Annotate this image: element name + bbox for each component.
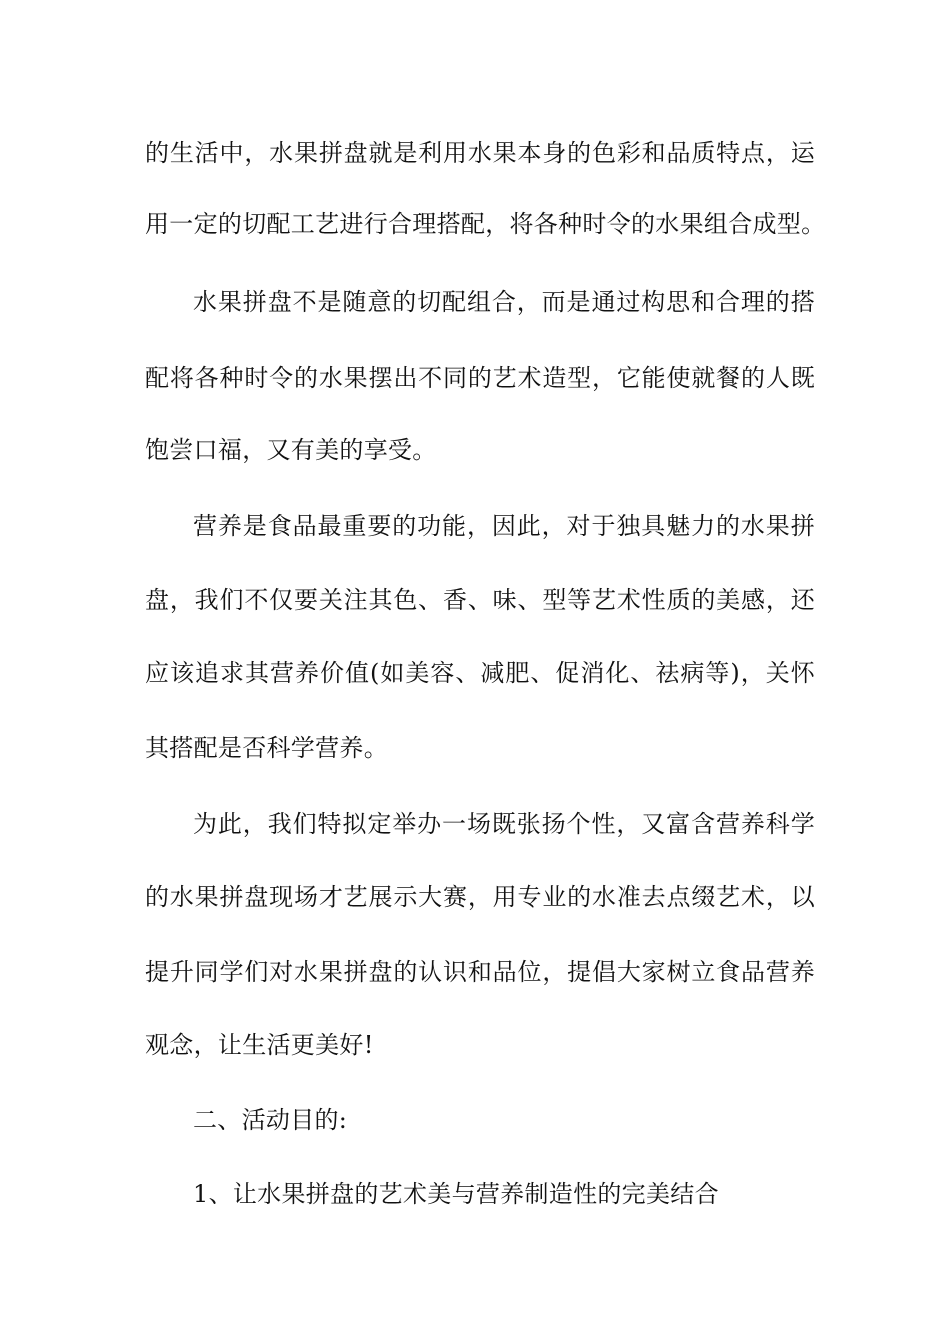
paragraph-line: 饱尝口福，又有美的享受。 xyxy=(145,436,437,464)
paragraph-line: 其搭配是否科学营养。 xyxy=(145,734,388,762)
section-heading: 二、活动目的: xyxy=(193,1106,348,1134)
paragraph-line: 提升同学们对水果拼盘的认识和品位，提倡大家树立食品营养 xyxy=(145,958,815,986)
paragraph-line: 的水果拼盘现场才艺展示大赛，用专业的水准去点缀艺术，以 xyxy=(145,883,815,911)
list-item: 1、让水果拼盘的艺术美与营养制造性的完美结合 xyxy=(193,1180,719,1208)
paragraph-line: 盘，我们不仅要关注其色、香、味、型等艺术性质的美感，还 xyxy=(145,586,815,614)
paragraph-line: 水果拼盘不是随意的切配组合，而是通过构思和合理的搭 xyxy=(193,288,815,316)
paragraph-line: 的生活中，水果拼盘就是利用水果本身的色彩和品质特点，运 xyxy=(145,139,815,167)
paragraph-line: 配将各种时令的水果摆出不同的艺术造型，它能使就餐的人既 xyxy=(145,364,815,392)
paragraph-line: 应该追求其营养价值(如美容、减肥、促消化、祛病等)，关怀 xyxy=(145,659,815,687)
paragraph-line: 为此，我们特拟定举办一场既张扬个性，又富含营养科学 xyxy=(193,810,815,838)
paragraph-line: 用一定的切配工艺进行合理搭配，将各种时令的水果组合成型。 xyxy=(145,210,826,238)
paragraph-line: 观念，让生活更美好! xyxy=(145,1031,374,1059)
paragraph-line: 营养是食品最重要的功能，因此，对于独具魅力的水果拼 xyxy=(193,512,815,540)
